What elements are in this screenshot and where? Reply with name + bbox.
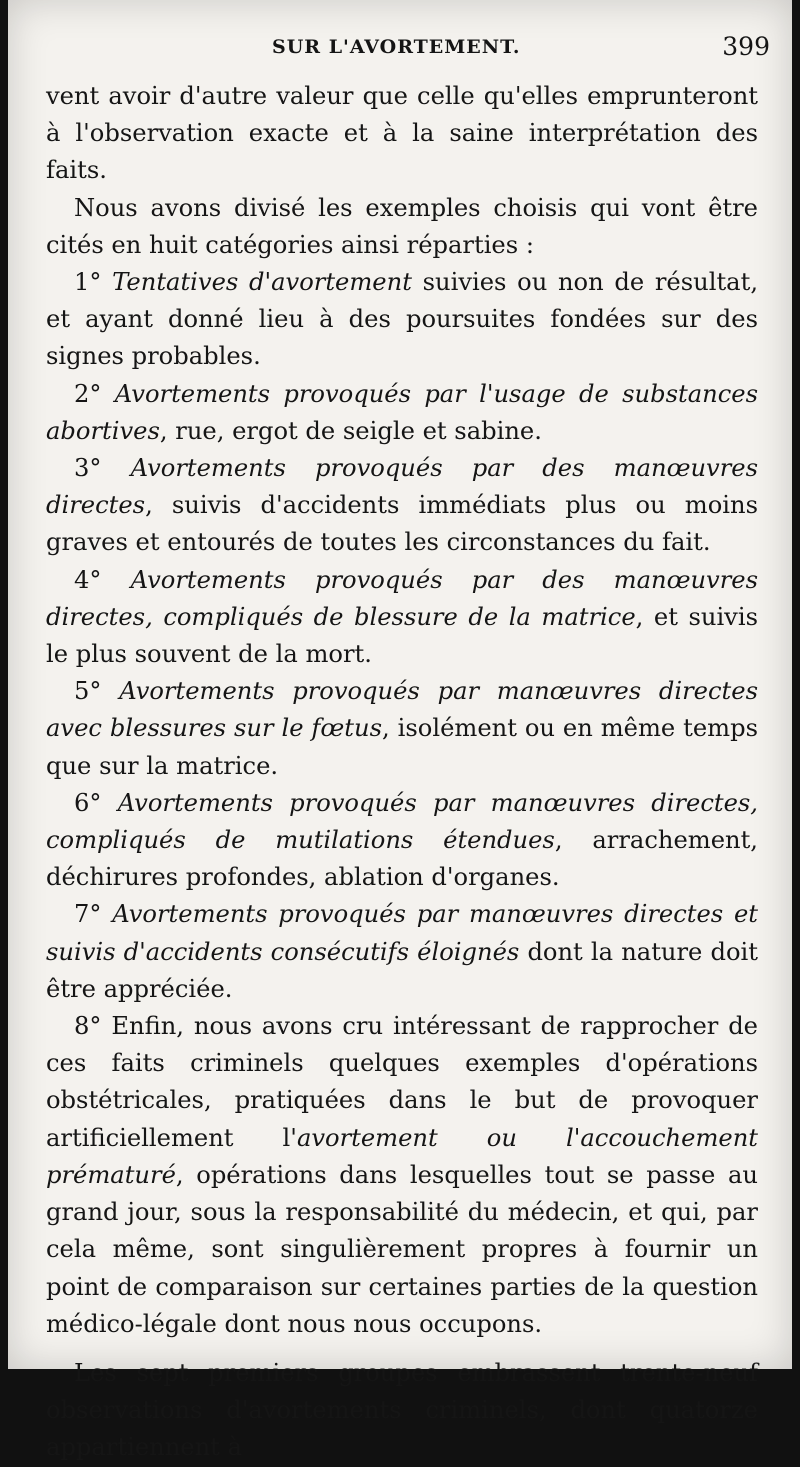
italic-run: Avortements provoqués par manœuvres directes et suivis d'accidents consécutifs éloignés	[46, 900, 758, 966]
text-run: , isolément ou en même temps que sur la matrice.	[46, 714, 758, 780]
item-number: 1°	[74, 268, 113, 297]
text-run: 8° Enfin, nous avons cru intéressant de rapprocher de ces faits criminels quelques exemples d'opérations obstétricales, pratiquées dans le but de provoquer artificiellement l'	[46, 1012, 758, 1152]
text-run: , opérations dans lesquelles tout se passe au grand jour, sous la responsabilité du médecin, et qui, par cela même, sont singulièrement propres à fournir un point de comparaison sur certaines parties de la question médico-légale dont nous nous occupons.	[46, 1160, 758, 1338]
paragraph-continuation	[46, 78, 758, 190]
text-run: , et suivis le plus souvent de la mort.	[46, 602, 758, 669]
category-item-3	[46, 450, 758, 562]
category-item-5	[46, 673, 758, 785]
text-run: , suivis d'accidents immédiats plus ou moins graves et entourés de toutes les circonstances du fait.	[46, 491, 758, 557]
text-run: Nous avons divisé les exemples choisis qui vont être cités en huit catégories ainsi réparties :	[46, 193, 758, 259]
item-number: 4°	[74, 565, 131, 594]
body-text	[46, 78, 758, 1467]
category-item-7	[46, 896, 758, 1008]
category-item-8	[46, 1008, 758, 1343]
book-page	[8, 0, 792, 1462]
italic-run: Avortements provoqués par des manœuvres directes, compliqués de blessure de la matrice	[46, 565, 759, 631]
item-number: 3°	[74, 454, 131, 483]
italic-run: avortement ou l'accouchement prématuré	[46, 1123, 758, 1189]
item-number: 2°	[74, 379, 115, 408]
paragraph-intro	[46, 190, 758, 264]
item-number: 7°	[74, 900, 113, 929]
text-run: vent avoir d'autre valeur que celle qu'elles emprunteront à l'observation exacte et à la saine interprétation des faits.	[46, 82, 758, 185]
category-item-6	[46, 785, 758, 897]
item-number: 6°	[74, 788, 118, 817]
italic-run: Avortements provoqués par des manœuvres directes	[46, 454, 759, 520]
text-run: suivies ou non de résultat, et ayant donné lieu à des poursuites fondées sur des signes probables.	[46, 268, 759, 371]
item-number: 5°	[74, 677, 120, 706]
running-title: SUR L'AVORTEMENT.	[272, 36, 521, 58]
italic-run: Tentatives d'avortement	[112, 268, 412, 297]
category-item-4	[46, 562, 758, 674]
italic-run: Avortements provoqués par l'usage de substances abortives	[46, 379, 758, 445]
category-item-2	[46, 376, 758, 450]
running-head	[8, 30, 792, 70]
text-run: , rue, ergot de seigle et sabine.	[159, 416, 542, 445]
text-run: dont la nature doit être appréciée.	[46, 937, 758, 1003]
italic-run: Avortements provoqués par manœuvres directes avec blessures sur le fœtus	[46, 677, 758, 743]
page-number: 399	[722, 32, 770, 61]
text-run: , arrachement, déchirures profondes, ablation d'organes.	[46, 826, 758, 892]
italic-run: Avortements provoqués par manœuvres directes, compliqués de mutilations étendues	[46, 788, 758, 855]
category-item-1	[46, 264, 758, 376]
text-run: Les sept premiers groupes embrassent trente-neuf observations d'avortements criminels, dont quatorze appartiennent à	[46, 1358, 758, 1462]
paragraph-summary	[46, 1355, 758, 1467]
